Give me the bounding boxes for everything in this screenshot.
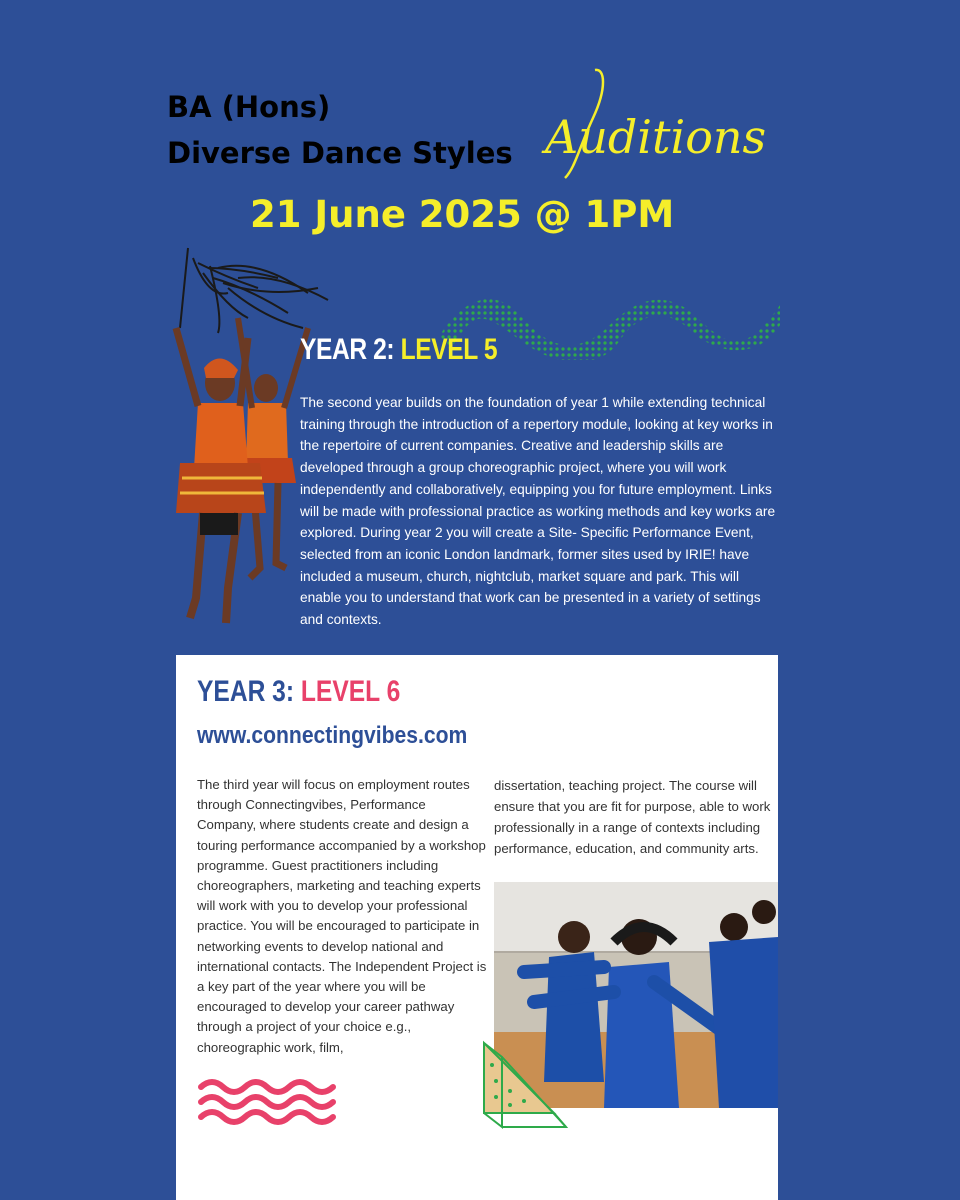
year3-heading-level: LEVEL 6 — [300, 675, 401, 708]
year3-heading — [197, 675, 400, 709]
year2-heading-prefix: YEAR 2: — [300, 333, 401, 366]
year3-body-column-2: dissertation, teaching project. The course will ensure that you are fit for purpose, able to work professionally in a range of contexts including performance, education, and community arts. — [494, 778, 771, 856]
course-line-2: Diverse Dance Styles — [167, 136, 513, 170]
audition-date: 21 June 2025 @ 1PM — [250, 193, 675, 236]
auditions-script — [535, 58, 775, 188]
website-link[interactable]: www.connectingvibes.com — [197, 722, 468, 749]
year2-heading — [300, 333, 497, 367]
year3-card — [176, 655, 778, 1200]
course-title — [167, 84, 513, 176]
auditions-text: Auditions — [545, 110, 767, 164]
fringe-prop — [180, 248, 328, 333]
pink-wave-decoration — [196, 1077, 336, 1127]
cube-decoration — [474, 1033, 570, 1131]
year2-heading-level: LEVEL 5 — [400, 333, 498, 366]
year3-body-column-1: The third year will focus on employment routes through Connectingvibes, Performance Company, where students create and design a touring performance accompanied by a workshop programme. Guest practitioners including choreographers, marketing and teaching experts will work with you to develop your professional practice. You will be encouraged to participate in networking events to develop national and international contacts. The Independent Project is a key part of the year where you will be encouraged to develop your career pathway through a project of your choice e.g., choreographic work, film, — [197, 777, 487, 1055]
year3-heading-prefix: YEAR 3: — [197, 675, 301, 708]
year2-body: The second year builds on the foundation of year 1 while extending technical training through the introduction of a repertory module, looking at key works in the repertoire of current companies. Creative and leadership skills are developed through a group choreographic project, where you will work independently and collaboratively, equipping you for future employment. Links will be made with professional practice as working methods and key works are explored. During year 2 you will create a Site- Specific Performance Event, selected from an iconic London landmark, former sites used by IRIE! have included a museum, church, nightclub, market square and park. This will enable you to understand that work can be presented in a variety of settings and contexts. — [300, 394, 776, 628]
course-line-1: BA (Hons) — [167, 90, 331, 124]
